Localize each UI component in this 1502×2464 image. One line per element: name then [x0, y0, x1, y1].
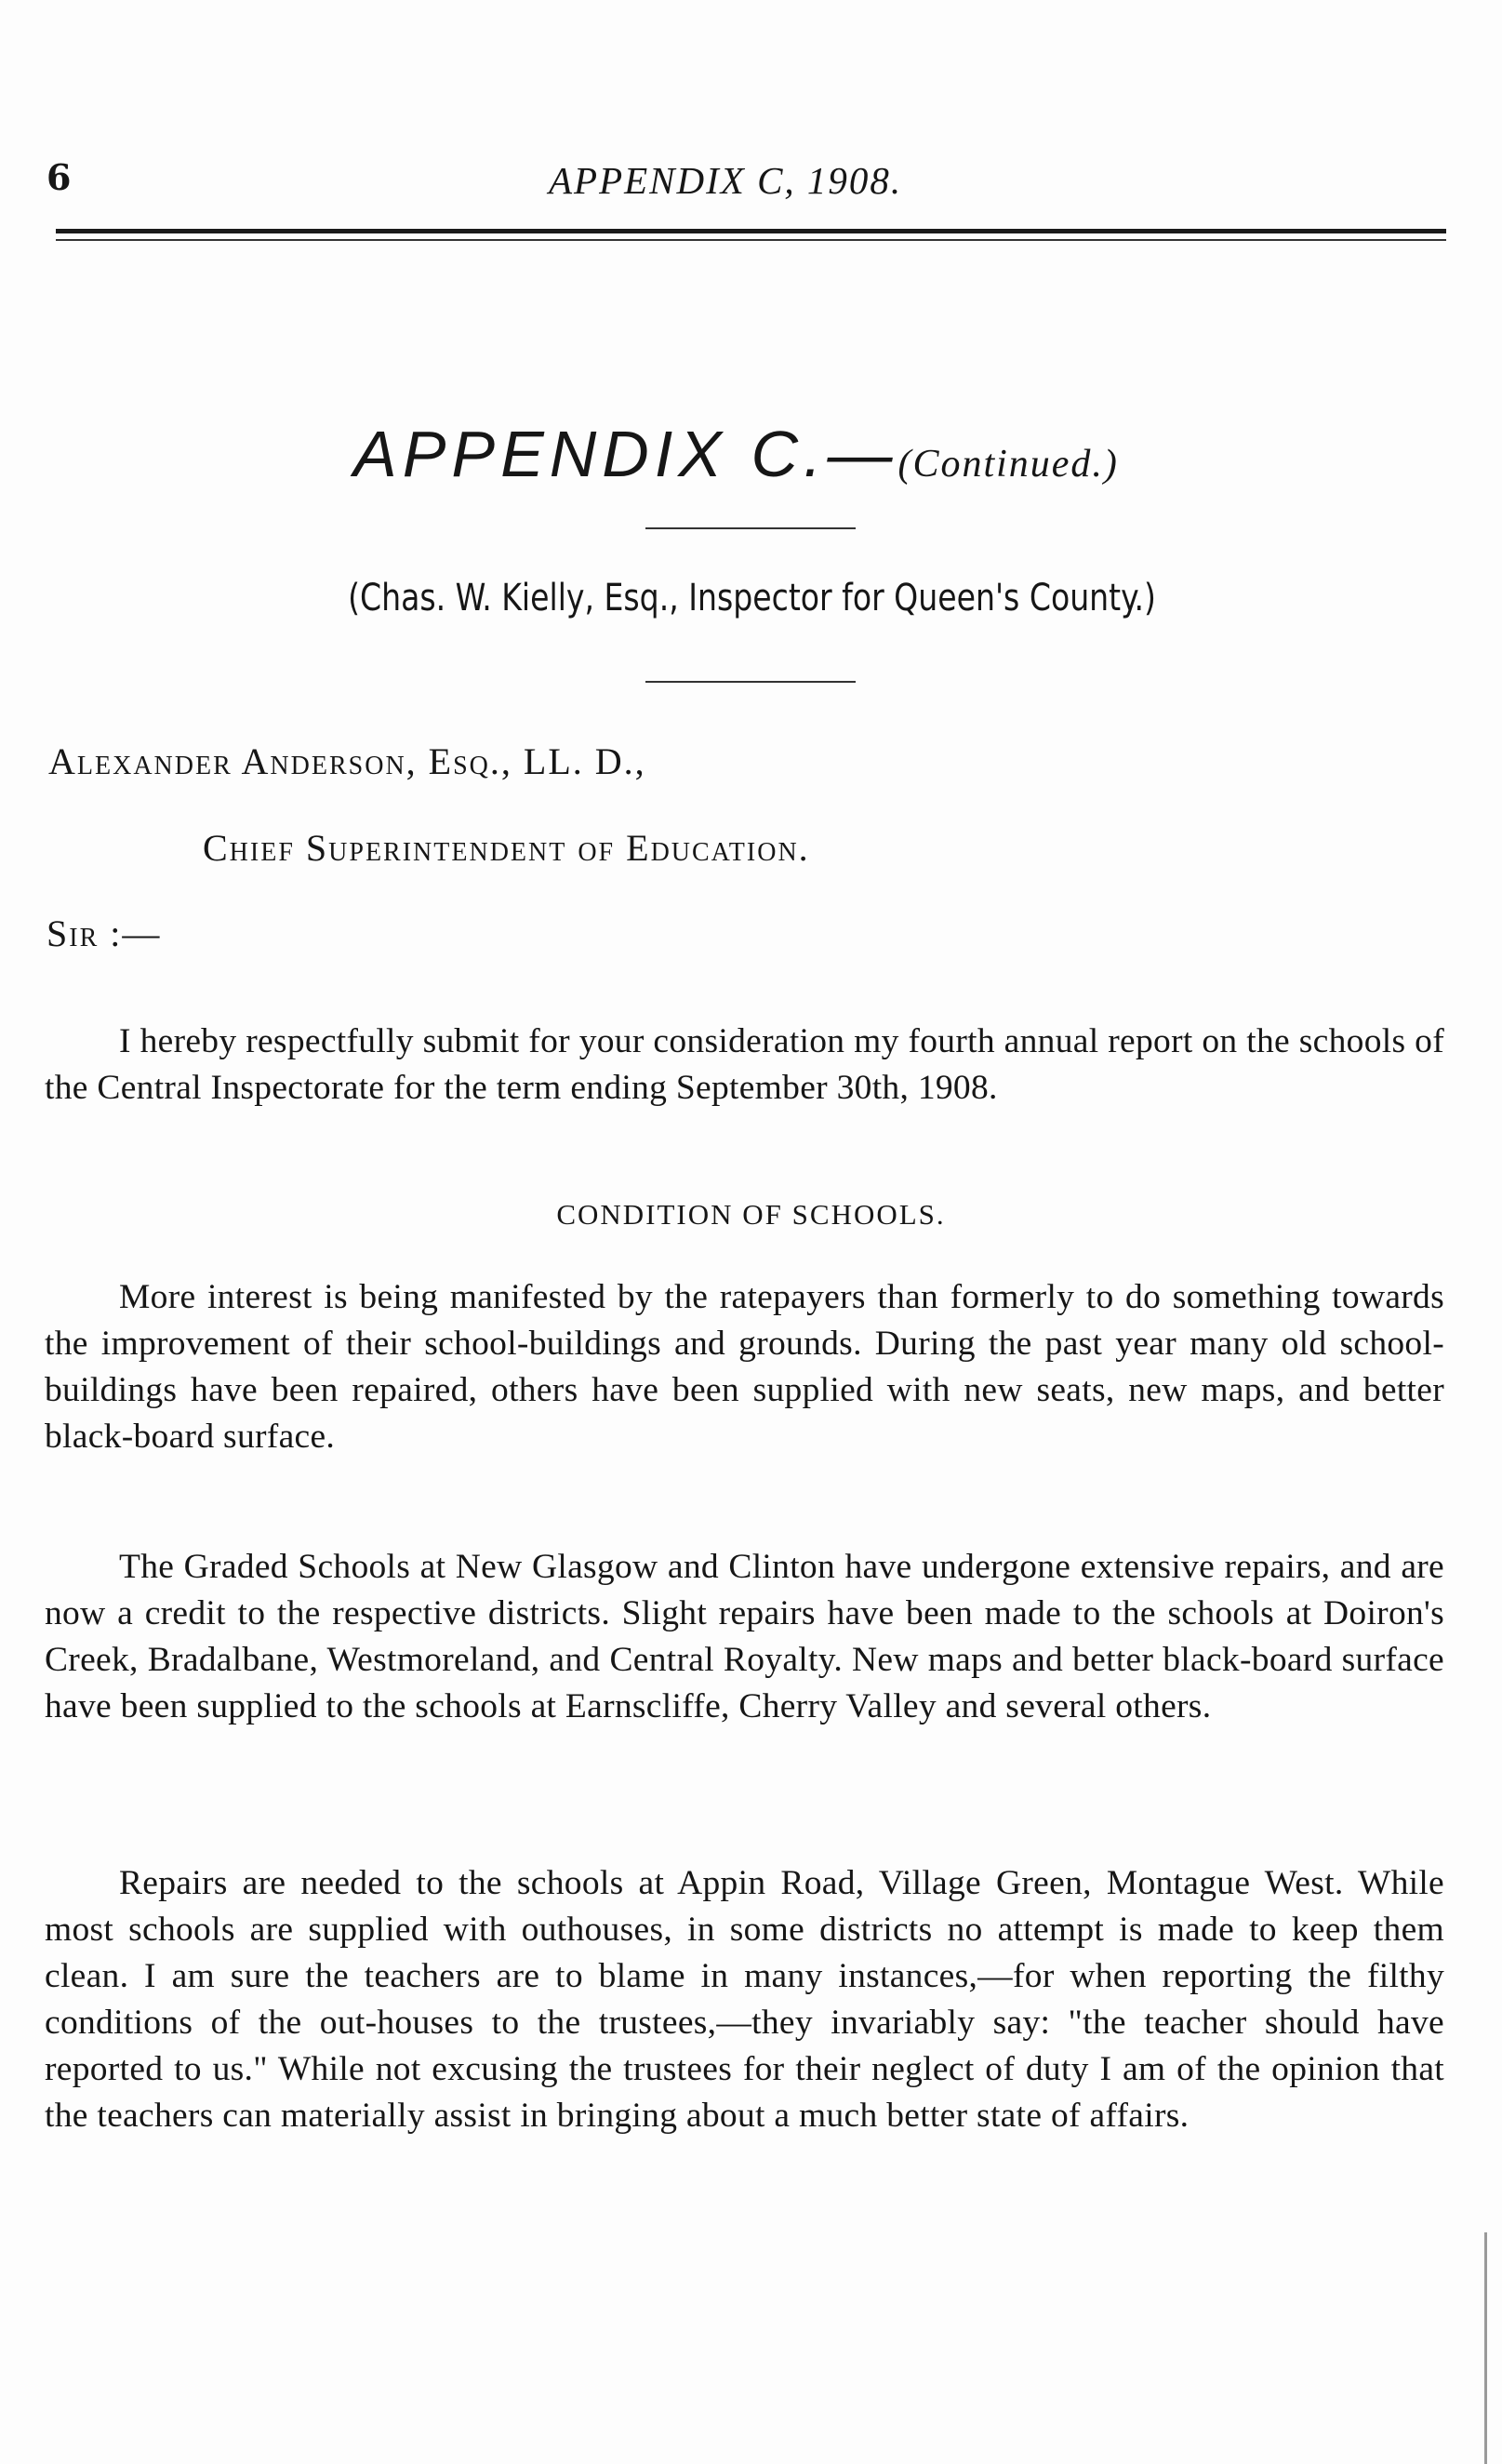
running-head: APPENDIX C, 1908. [549, 159, 903, 202]
paragraph-graded-schools-text: The Graded Schools at New Glasgow and Clinton have undergone extensive repairs, and are now a credit to the respective districts. Slight repairs have been made to the schools at Doiron's Creek, Bradalbane, Westmoreland, and Central Royalty. New maps and better black-board surface have been supplied to the schools at Earnscliffe, Cherry Valley and several others. [45, 1548, 1444, 1725]
salutation: Sir :— [47, 912, 162, 954]
header-rule-thin [56, 239, 1446, 241]
paragraph-repairs-needed-text: Repairs are needed to the schools at Appin Road, Village Green, Montague West. While most schools are supplied with outhouses, in some districts no attempt is made to keep them clean. I am sure the teachers are to blame in many instances,—for when reporting the filthy conditions of the out-houses to the trustees,—they invariably say: "the teacher should have reported to us." While not excusing the trustees for their neglect of duty I am of the opinion that the teachers can materially assist in bringing about a much better state of affairs. [45, 1864, 1444, 2135]
title-divider-bottom [645, 681, 856, 683]
page-number: 6 [47, 156, 72, 198]
inspector-line: (Chas. W. Kielly, Esq., Inspector for Queen's County.) [348, 577, 1156, 619]
paragraph-intro [45, 1019, 1444, 1112]
section-heading: CONDITION OF SCHOOLS. [556, 1198, 946, 1231]
addressee-title: Chief Superintendent of Education. [203, 827, 810, 869]
paragraph-intro-text: I hereby respectfully submit for your consideration my fourth annual report on the schools of the Central Inspectorate for the term ending September 30th, 1908. [45, 1022, 1444, 1107]
appendix-title-continued: (Continued.) [897, 443, 1119, 486]
addressee-name: Alexander Anderson, Esq., LL. D., [48, 740, 646, 782]
paragraph-graded-schools [45, 1544, 1444, 1730]
header-rule-thick [56, 229, 1446, 233]
page-edge-shadow [1484, 2232, 1487, 2464]
paragraph-repairs-needed [45, 1860, 1444, 2139]
paragraph-interest-text: More interest is being manifested by the ratepayers than formerly to do something towards the improvement of their school-buildings and grounds. During the past year many old school-buildings have been repaired, others have been supplied with new seats, new maps, and better black-board surface. [45, 1278, 1444, 1456]
paragraph-interest [45, 1274, 1444, 1460]
appendix-title [353, 417, 1119, 491]
title-divider-top [645, 527, 856, 529]
appendix-title-main: APPENDIX C.— [353, 418, 898, 490]
